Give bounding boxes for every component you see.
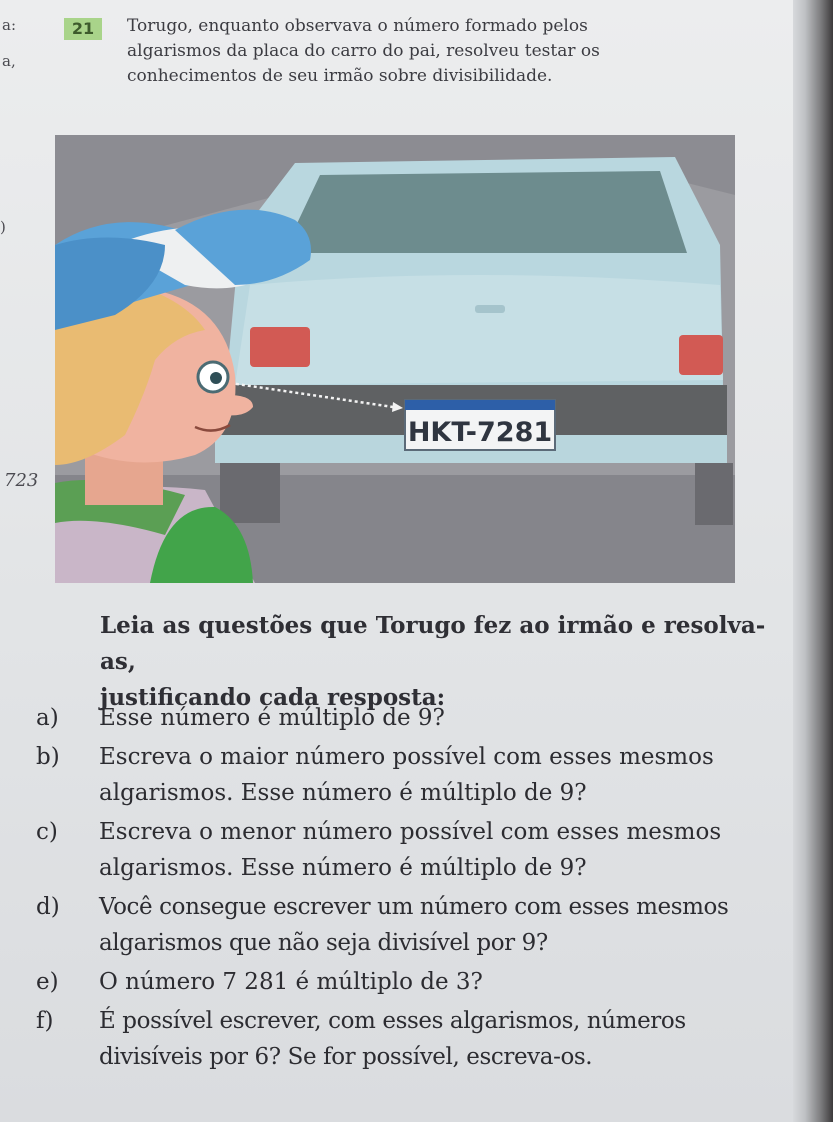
item-line: algarismos que não seja divisível por 9? — [99, 930, 548, 956]
item-d — [36, 889, 796, 961]
item-label: c) — [36, 819, 58, 845]
license-plate — [405, 400, 555, 450]
item-line: algarismos. Esse número é múltiplo de 9? — [99, 780, 587, 806]
margin-note-number: 723 — [4, 470, 39, 491]
book-spine-shadow — [793, 0, 833, 1122]
item-line: Você consegue escrever um número com esses mesmos — [99, 894, 729, 920]
item-label: e) — [36, 969, 59, 995]
item-b — [36, 739, 796, 811]
taillight-right — [679, 335, 723, 375]
item-label: b) — [36, 744, 60, 770]
item-line: Escreva o menor número possível com esses mesmos — [99, 819, 722, 845]
item-line: algarismos. Esse número é múltiplo de 9? — [99, 855, 587, 881]
question-items — [36, 700, 796, 1078]
tire-left — [220, 463, 280, 523]
item-f — [36, 1003, 796, 1075]
instructions-line: justificando cada resposta: — [100, 684, 446, 711]
item-line: É possível escrever, com esses algarismos, números — [99, 1008, 686, 1034]
item-a — [36, 700, 796, 736]
margin-note-a: a: — [2, 16, 16, 34]
item-line: Esse número é múltiplo de 9? — [99, 705, 445, 731]
tire-right — [695, 463, 733, 525]
item-line: Escreva o maior número possível com esses mesmos — [99, 744, 714, 770]
item-e — [36, 964, 796, 1000]
question-intro — [127, 14, 747, 89]
rear-window — [283, 171, 687, 253]
item-label: f) — [36, 1008, 54, 1034]
illustration-boy-car — [55, 135, 735, 583]
instructions-line: Leia as questões que Torugo fez ao irmão e resolva-as, — [100, 612, 766, 675]
intro-line: algarismos da placa do carro do pai, resolveu testar os — [127, 41, 600, 61]
item-label: a) — [36, 705, 59, 731]
item-line: O número 7 281 é múltiplo de 3? — [99, 969, 483, 995]
intro-line: Torugo, enquanto observava o número formado pelos — [127, 16, 588, 36]
item-line: divisíveis por 6? Se for possível, escreva-os. — [99, 1044, 593, 1070]
taillight-left — [250, 327, 310, 367]
item-c — [36, 814, 796, 886]
margin-note-paren: ) — [0, 218, 6, 236]
intro-line: conhecimentos de seu irmão sobre divisibilidade. — [127, 66, 553, 86]
item-label: d) — [36, 894, 60, 920]
plate-text: HKT-7281 — [407, 417, 553, 448]
margin-note-b: a, — [2, 52, 16, 70]
question-number-badge: 21 — [64, 18, 102, 40]
